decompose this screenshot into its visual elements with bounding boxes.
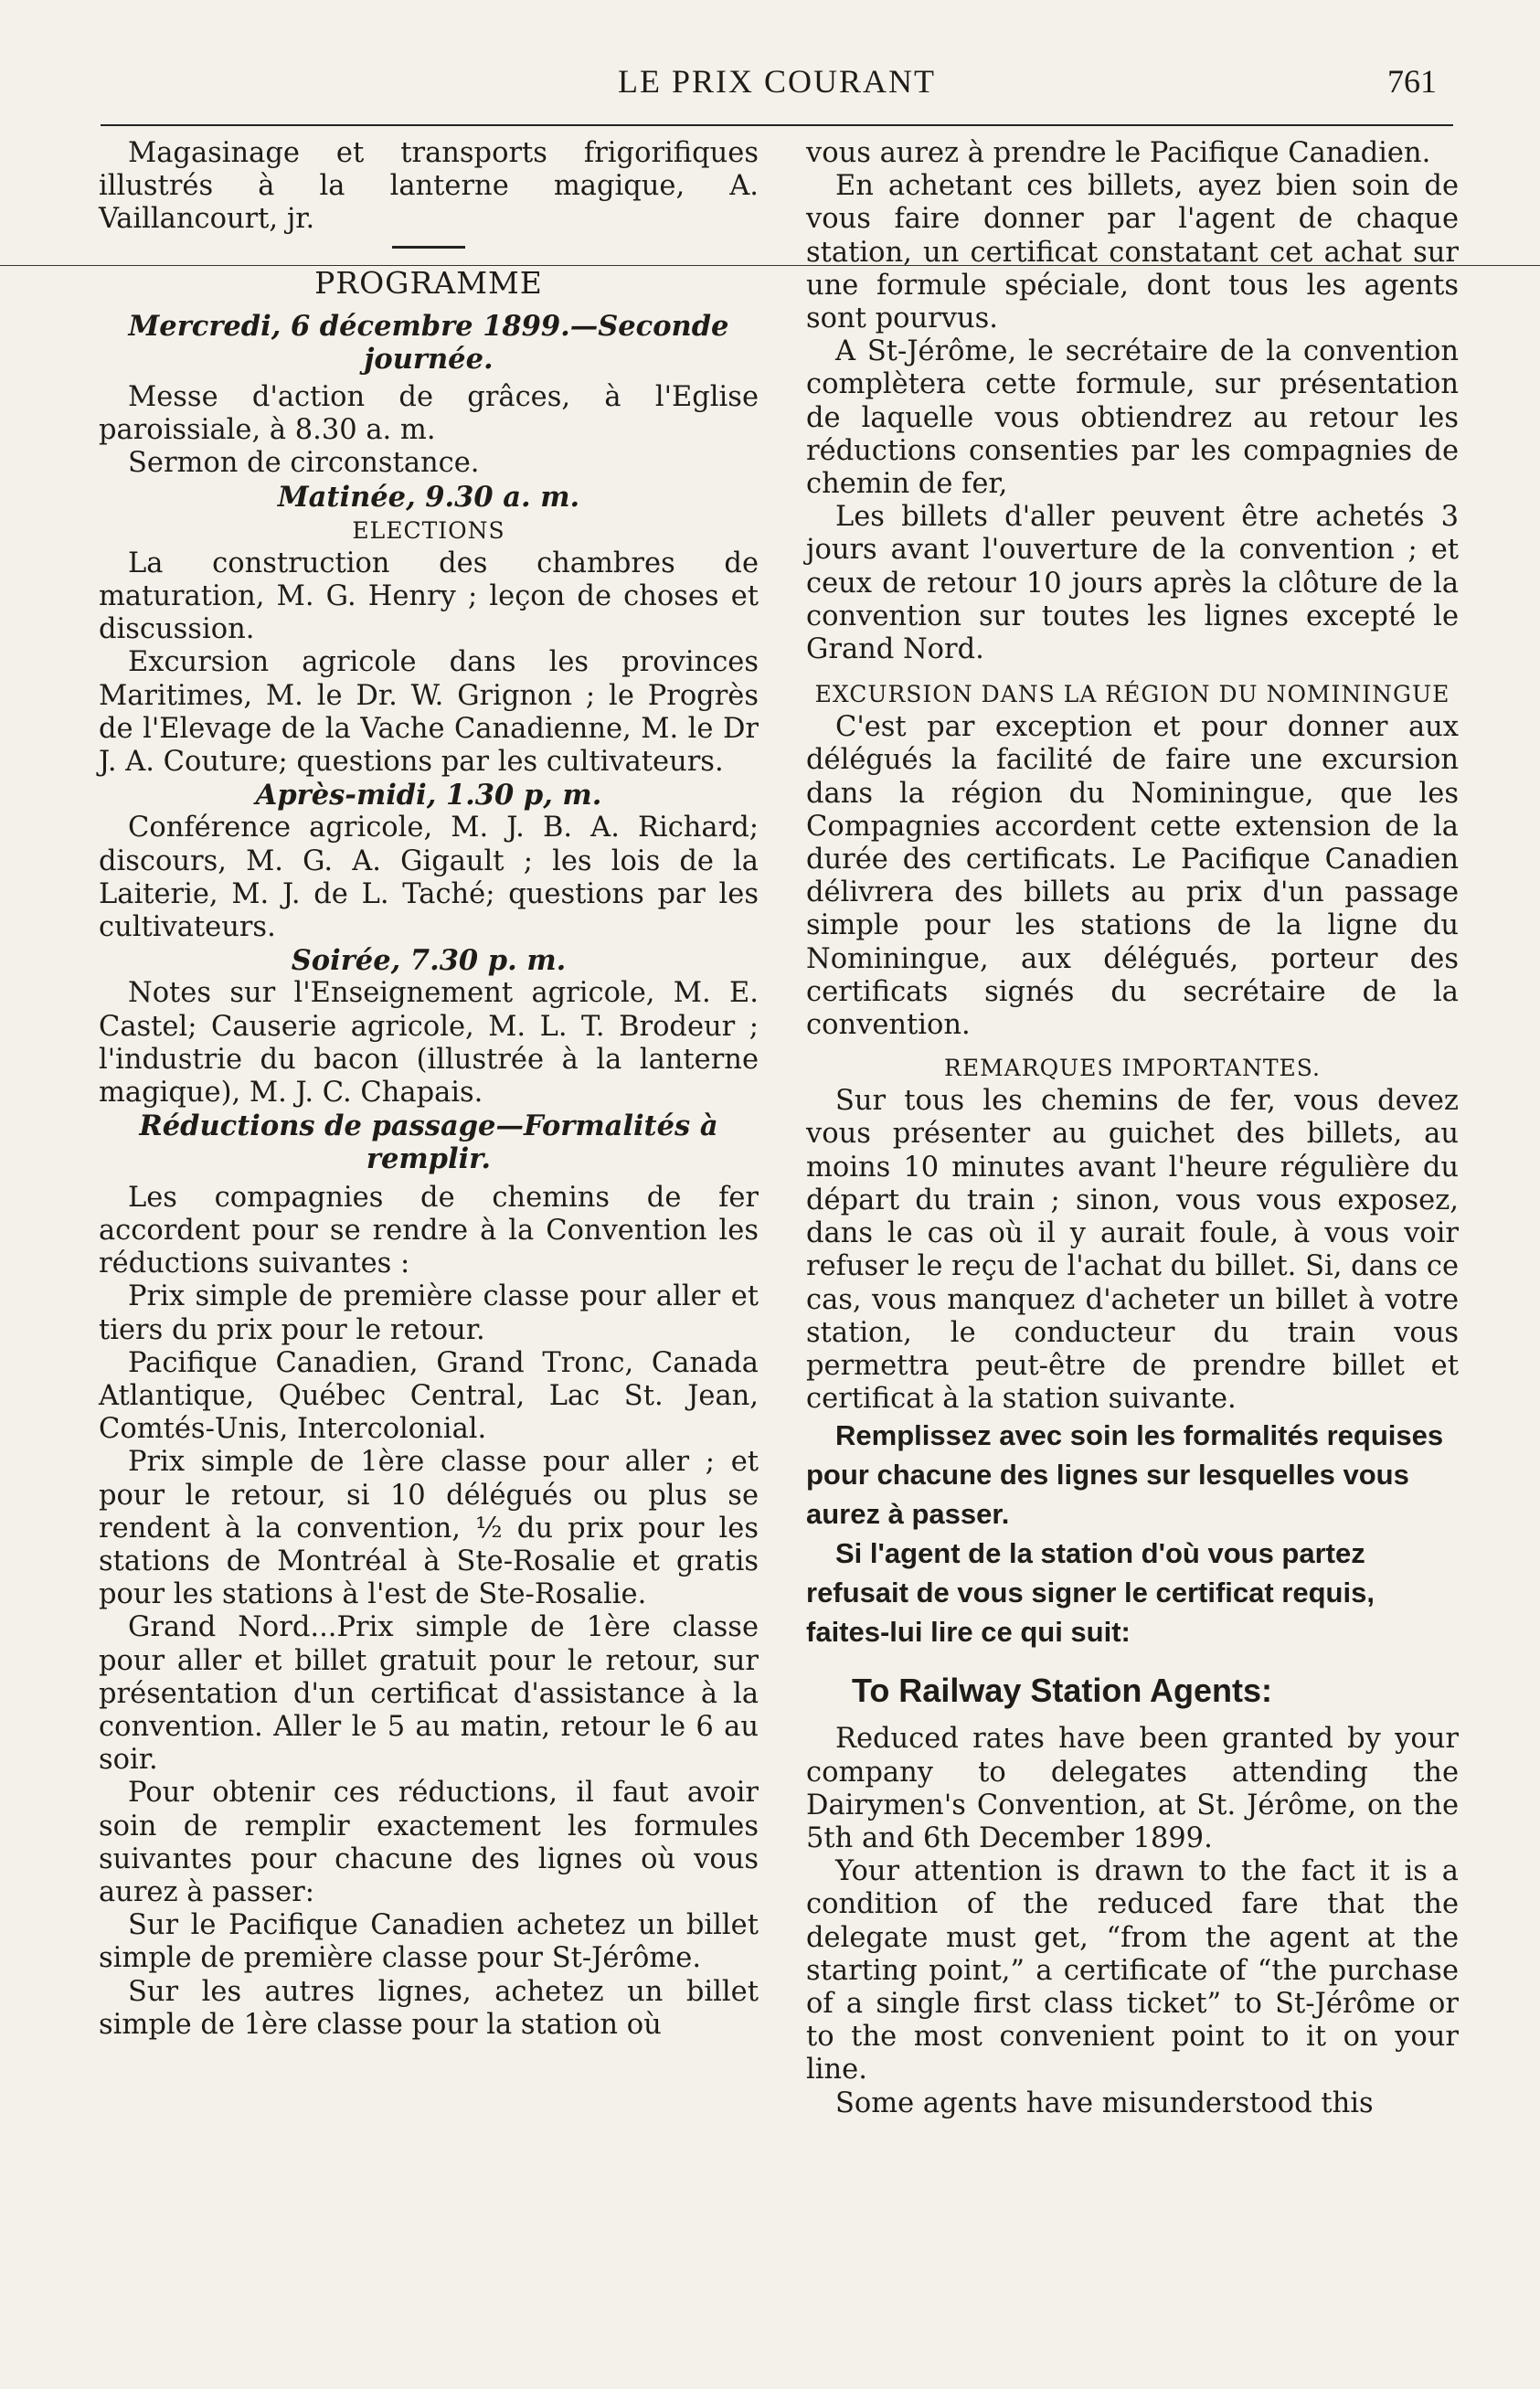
matinee-heading: Matinée, 9.30 a. m. <box>277 480 580 514</box>
short-divider <box>392 246 465 249</box>
reductions-paragraph-3: Pacifique Canadien, Grand Tronc, Canada Atlantique, Québec Central, Lac St. Jean, Comtés-Unis, Intercolonial. <box>99 1346 759 1446</box>
program-paragraph-4: Notes sur l'Enseignement agricole, M. E. Castel; Causerie agricole, M. L. T. Brodeur ; l'industrie du bacon (illustrée à la lanterne magique), M. J. C. Chapais. <box>99 977 759 1110</box>
header-rule <box>101 124 1453 126</box>
apres-midi-heading: Après-midi, 1.30 p, m. <box>255 779 602 812</box>
remarques-paragraph: Sur tous les chemins de fer, vous devez vous présenter au guichet des billets, au moins 10 minutes avant l'heure régulière du départ du train ; sinon, vous vous exposez, dans le cas où il y aurait foule, à vous voir refuser le reçu de l'achat du billet. Si, dans ce cas, vous manquez d'acheter un billet à votre station, le conducteur du train vous permettra peut-être de prendre billet et certificat à la station suivante. <box>806 1085 1459 1416</box>
bold-paragraph-2: Si l'agent de la station d'où vous partez refusait de vous signer le certificat requis, faites-lui lire ce qui suit: <box>806 1537 1375 1649</box>
english-paragraph-3: Some agents have misunderstood this <box>835 2086 1374 2119</box>
reductions-paragraph-5: Grand Nord...Prix simple de 1ère classe pour aller et billet gratuit pour le retour, sur présentation d'un certificat d'assistance à la convention. Aller le 5 au matin, retour le 6 au soir. <box>99 1611 759 1777</box>
right-column <box>806 137 1459 2120</box>
reductions-paragraph-4: Prix simple de 1ère classe pour aller ; et pour le retour, si 10 délégués ou plus se rendent à la convention, ½ du prix pour les stations de Montréal à Ste-Rosalie et gratis pour les stations à l'est de Ste-Rosalie. <box>99 1446 759 1611</box>
running-title: LE PRIX COURANT <box>617 63 936 100</box>
program-paragraph-1: La construction des chambres de maturation, M. G. Henry ; leçon de choses et discussion. <box>99 547 759 646</box>
bold-paragraph-1: Remplissez avec soin les formalités requises pour chacune des lignes sur lesquelles vous aurez à passer. <box>806 1419 1444 1531</box>
elections-heading: ELECTIONS <box>352 516 505 544</box>
programme-title: PROGRAMME <box>314 264 543 301</box>
excursion-heading: EXCURSION DANS LA RÉGION DU NOMININGUE <box>814 681 1450 708</box>
program-paragraph-2: Excursion agricole dans les provinces Maritimes, M. le Dr. W. Grignon ; le Progrès de l'Elevage de la Vache Canadienne, M. le Dr J. A. Couture; questions par les cultivateurs. <box>99 646 759 779</box>
right-paragraph-3: A St-Jérôme, le secrétaire de la convention complètera cette formule, sur présentation de laquelle vous obtiendrez au retour les réductions consenties par les compagnies de chemin de fer, <box>806 335 1459 501</box>
reductions-paragraph-7: Sur le Pacifique Canadien achetez un billet simple de première classe pour St-Jérôme. <box>99 1909 759 1975</box>
reductions-paragraph-1: Les compagnies de chemins de fer accordent pour se rendre à la Convention les réductions suivantes : <box>99 1181 759 1280</box>
english-paragraph-2: Your attention is drawn to the fact it is a condition of the reduced fare that the delegate must get, “from the agent at the starting point,” a certificate of “the purchase of a single first class ticket” to St-Jérôme or to the most convenient point to it on your line. <box>806 1855 1459 2086</box>
left-column <box>99 137 759 2042</box>
reductions-paragraph-6: Pour obtenir ces réductions, il faut avoir soin de remplir exactement les formules suivantes pour chacune des lignes où vous aurez à passer: <box>99 1777 759 1908</box>
reductions-paragraph-8: Sur les autres lignes, achetez un billet simple de 1ère classe pour la station où <box>99 1975 759 2041</box>
sermon-paragraph: Sermon de circonstance. <box>128 447 480 480</box>
page-header <box>101 53 1453 108</box>
intro-paragraph: Magasinage et transports frigorifiques illustrés à la lanterne magique, A. Vaillancourt, jr. <box>99 137 759 236</box>
program-paragraph-3: Conférence agricole, M. J. B. A. Richard; discours, M. G. A. Gigault ; les lois de la Laiterie, M. J. de L. Taché; questions par les cultivateurs. <box>99 812 759 944</box>
messe-paragraph: Messe d'action de grâces, à l'Eglise paroissiale, à 8.30 a. m. <box>99 381 759 447</box>
bold-instructions <box>806 1416 1459 1651</box>
soiree-heading: Soirée, 7.30 p. m. <box>291 944 567 978</box>
page-number: 761 <box>1387 63 1437 100</box>
remarques-heading: REMARQUES IMPORTANTES. <box>944 1055 1321 1082</box>
right-paragraph-1: vous aurez à prendre le Pacifique Canadien. <box>806 137 1431 169</box>
english-paragraph-1: Reduced rates have been granted by your company to delegates attending the Dairymen's Convention, at St. Jérôme, on the 5th and 6th December 1899. <box>806 1723 1459 1854</box>
excursion-paragraph: C'est par exception et pour donner aux délégués la facilité de faire une excursion dans la région du Nominingue, que les Compagnies accordent cette extension de la durée des certificats. Le Pacifique Canadien délivrera des billets au prix d'un passage simple pour les stations de la ligne du Nominingue, aux délégués, porteur des certificats signés du secrétaire de la convention. <box>806 711 1459 1042</box>
reductions-paragraph-2: Prix simple de première classe pour aller et tiers du prix pour le retour. <box>99 1280 759 1346</box>
right-paragraph-4: Les billets d'aller peuvent être achetés 3 jours avant l'ouverture de la convention ; et ceux de retour 10 jours après la clôture de la convention sur toutes les lignes excepté le Grand Nord. <box>806 501 1459 666</box>
railway-agents-heading: To Railway Station Agents: <box>852 1672 1273 1710</box>
day-heading: Mercredi, 6 décembre 1899.—Seconde journée. <box>128 309 729 376</box>
right-paragraph-2: En achetant ces billets, ayez bien soin de vous faire donner par l'agent de chaque station, un certificat constatant cet achat sur une formule spéciale, dont tous les agents sont pourvus. <box>806 170 1459 335</box>
reductions-heading: Réductions de passage—Formalités à remplir. <box>139 1110 718 1176</box>
